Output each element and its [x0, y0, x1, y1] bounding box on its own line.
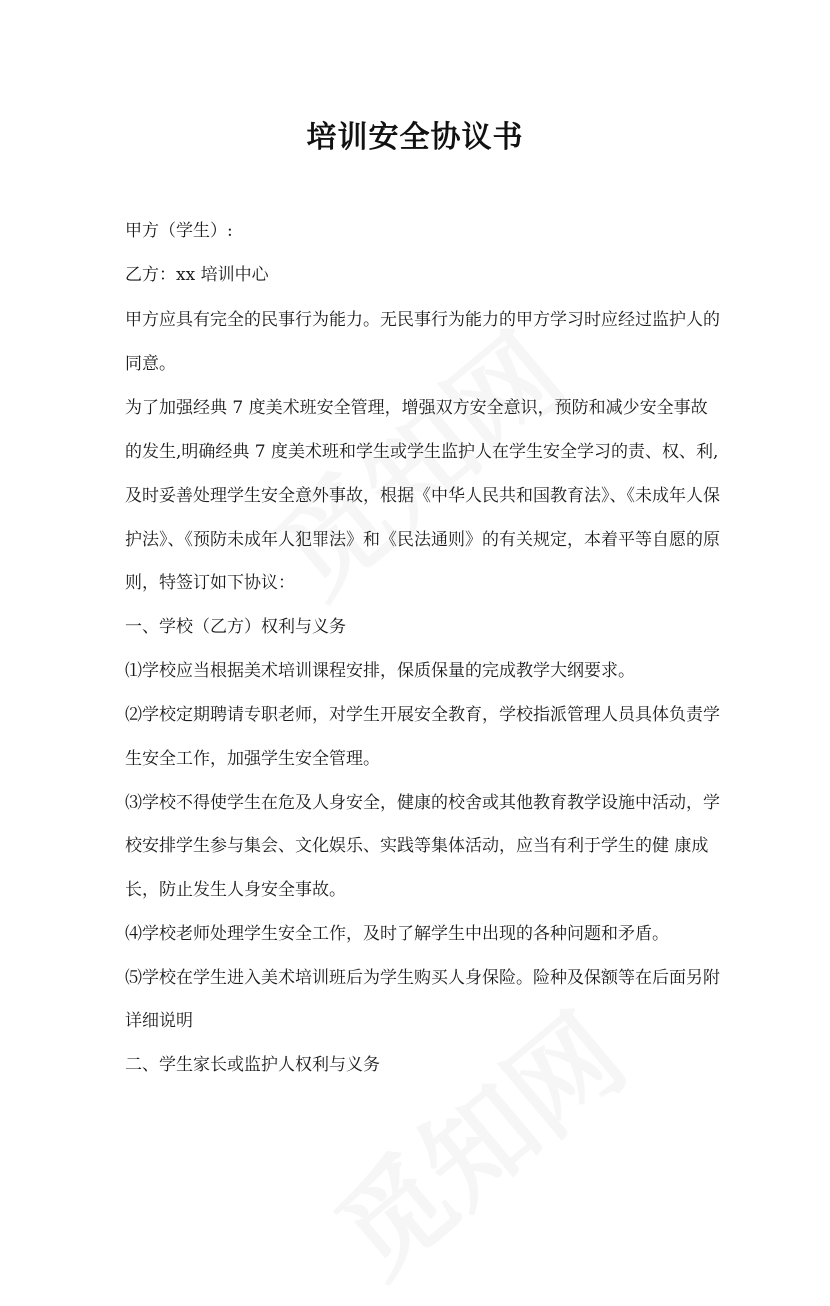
clause-line: ⑶学校不得使学生在危及人身安全，健康的校舍或其他教育教学设施中活动，学: [125, 793, 720, 813]
document-title: 培训安全协议书: [306, 120, 524, 155]
paragraph-line: 为了加强经典 7 度美术班安全管理，增强双方安全意识，预防和减少安全事故: [125, 398, 708, 418]
paragraph-line: 则，特签订如下协议：: [125, 573, 295, 593]
section-heading: 二、学生家长或监护人权利与义务: [125, 1055, 380, 1075]
paragraph-line: 护法》、《预防未成年人犯罪法》和《民法通则》的有关规定，本着平等自愿的原: [125, 530, 720, 550]
clause-line: 长，防止发生人身安全事故。: [125, 880, 346, 900]
clause-line: ⑸学校在学生进入美术培训班后为学生购买人身保险。险种及保额等在后面另附: [125, 968, 720, 988]
clause-line: ⑷学校老师处理学生安全工作，及时了解学生中出现的各种问题和矛盾。: [125, 924, 669, 944]
clause-line: ⑵学校定期聘请专职老师，对学生开展安全教育，学校指派管理人员具体负责学: [125, 705, 720, 725]
party-b-line: 乙方：xx 培训中心: [125, 265, 269, 285]
clause-line: 校安排学生参与集会、文化娱乐、实践等集体活动，应当有利于学生的健 康成: [125, 836, 709, 856]
party-a-line: 甲方（学生）:: [125, 221, 233, 241]
clause-line: 生安全工作，加强学生安全管理。: [125, 749, 380, 769]
section-heading: 一、学校（乙方）权利与义务: [125, 617, 346, 637]
paragraph-line: 甲方应具有完全的民事行为能力。无民事行为能力的甲方学习时应经过监护人的: [125, 310, 720, 330]
clause-line: 详细说明: [125, 1011, 193, 1031]
paragraph-line: 的发生,明确经典 7 度美术班和学生或学生监护人在学生安全学习的责、权、利,: [125, 442, 719, 462]
clause-line: ⑴学校应当根据美术培训课程安排，保质保量的完成教学大纲要求。: [125, 661, 635, 681]
paragraph-line: 及时妥善处理学生安全意外事故，根据《中华人民共和国教育法》、《未成年人保: [125, 486, 720, 506]
paragraph-line: 同意。: [125, 354, 176, 374]
